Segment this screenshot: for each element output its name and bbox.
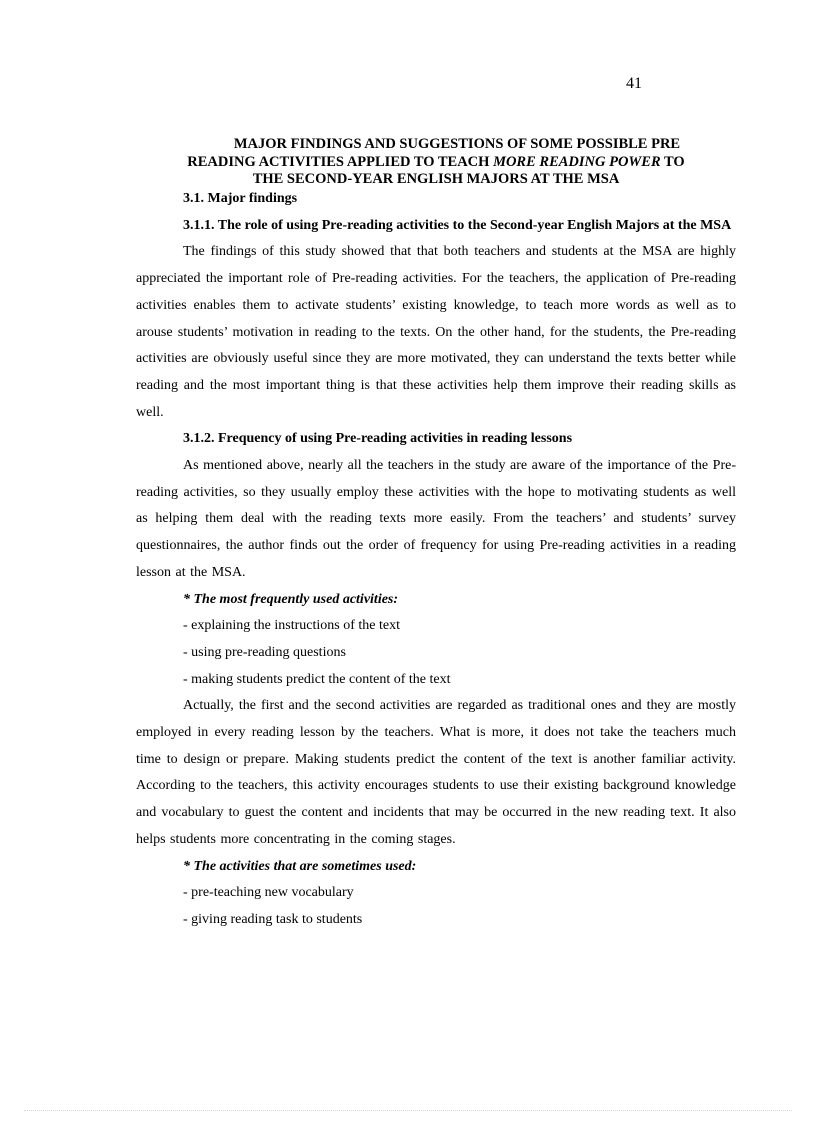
paragraph-frequency: As mentioned above, nearly all the teachers in the study are aware of the importance of the Pre-reading activities, so they usually employ these activities with the hope to motivating students as well as helping them deal with the reading texts more easily. From the teachers’ and students’ survey questionnaires, the author finds out the order of frequency for using Pre-reading activities in a reading lesson at the MSA. <box>136 458 736 580</box>
title-line-3: THE SECOND-YEAR ENGLISH MAJORS AT THE MSA <box>252 171 620 187</box>
sometimes-activities-heading: * The activities that are sometimes used: <box>183 858 417 874</box>
title-line-2-end: TO <box>660 153 685 170</box>
paragraph-traditional-activities: Actually, the first and the second activities are regarded as traditional ones and they are mostly employed in every reading lesson by the teachers. What is more, it does not take the teachers much time to design or prepare. Making students predict the content of the text is another familiar activity. According to the teachers, this activity encourages students to use their existing background knowledge and vocabulary to guest the content and incidents that may be occurred in the new reading text. It also helps students more concentrating in the coming stages. <box>136 698 736 847</box>
title-line-2 <box>136 154 736 172</box>
list-item: - giving reading task to students <box>183 911 363 927</box>
chapter-title <box>136 136 736 189</box>
title-line-1: MAJOR FINDINGS AND SUGGESTIONS OF SOME POSSIBLE PRE <box>233 136 681 152</box>
section-heading-3-1-2: 3.1.2. Frequency of using Pre-reading activities in reading lessons <box>183 431 573 447</box>
book-title: MORE READING POWER <box>493 153 661 170</box>
list-item: - using pre-reading questions <box>183 644 346 660</box>
list-item: - pre-teaching new vocabulary <box>183 885 354 901</box>
paragraph-role-findings: The findings of this study showed that that both teachers and students at the MSA are highly appreciated the important role of Pre-reading activities. For the teachers, the application of Pre-reading activities enables them to activate students’ existing knowledge, to teach more words as well as to arouse students’ motivation in reading to the texts. On the other hand, for the students, the Pre-reading activities are obviously useful since they are more motivated, they can understand the texts better while reading and the most important thing is that these activities help them improve their reading skills as well. <box>136 244 736 420</box>
section-heading-3-1-1: 3.1.1. The role of using Pre-reading activities to the Second-year English Majors at the MSA <box>183 217 732 233</box>
title-line-2-start: READING ACTIVITIES APPLIED TO TEACH <box>187 153 494 170</box>
list-item: - making students predict the content of the text <box>183 671 451 687</box>
frequent-activities-heading: * The most frequently used activities: <box>183 591 399 607</box>
page-body <box>136 186 736 934</box>
list-item: - explaining the instructions of the text <box>183 618 400 634</box>
page-number: 41 <box>626 75 642 92</box>
section-heading-3-1: 3.1. Major findings <box>183 191 298 206</box>
page-bottom-rule <box>24 1110 792 1111</box>
